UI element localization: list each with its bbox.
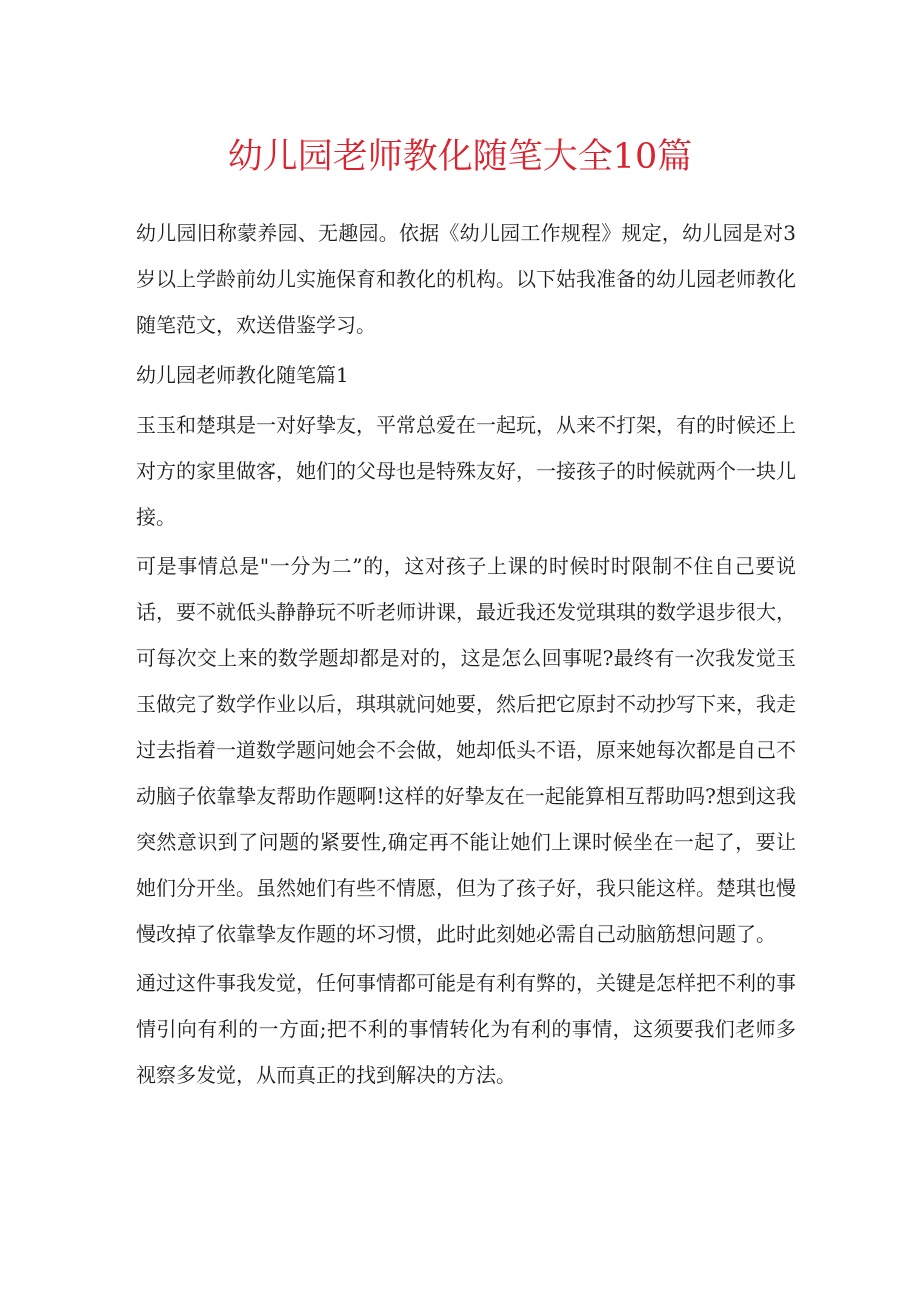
document-body — [136, 210, 796, 1098]
document-title: 幼儿园老师教化随笔大全10篇 — [227, 137, 693, 177]
body-paragraph-3: 通过这件事我发觉，任何事情都可能是有利有弊的，关键是怎样把不利的事情引向有利的一方面;把不利的事情转化为有利的事情，这须要我们老师多视察多发觉，从而真正的找到解决的方法。 — [136, 971, 796, 1087]
body-paragraph-1: 玉玉和楚琪是一对好挚友，平常总爱在一起玩，从来不打架，有的时候还上对方的家里做客，她们的父母也是特殊友好，一接孩子的时候就两个一块儿接。 — [136, 413, 796, 529]
body-paragraph-2: 可是事情总是"一分为二”的，这对孩子上课的时候时时限制不住自己要说话，要不就低头静静玩不听老师讲课，最近我还发觉琪琪的数学退步很大，可每次交上来的数学题却都是对的，这是怎么回事呢?最终有一次我发觉玉玉做完了数学作业以后，琪琪就问她要，然后把它原封不动抄写下来，我走过去指着一道数学题问她会不会做，她却低头不语，原来她每次都是自己不动脑子依靠挚友帮助作题啊!这样的好挚友在一起能算相互帮助吗?想到这我突然意识到了问题的紧要性,确定再不能让她们上课时候坐在一起了，要让她们分开坐。虽然她们有些不情愿，但为了孩子好，我只能这样。楚琪也慢慢改掉了依靠挚友作题的坏习惯，此时此刻她必需自己动脑筋想问题了。 — [136, 554, 796, 946]
intro-paragraph: 幼儿园旧称蒙养园、无趣园。依据《幼儿园工作规程》规定，幼儿园是对3岁以上学龄前幼儿实施保育和教化的机构。以下姑我准备的幼儿园老师教化随笔范文，欢送借鉴学习。 — [136, 221, 796, 337]
section-heading: 幼儿园老师教化随笔篇1 — [136, 363, 349, 387]
